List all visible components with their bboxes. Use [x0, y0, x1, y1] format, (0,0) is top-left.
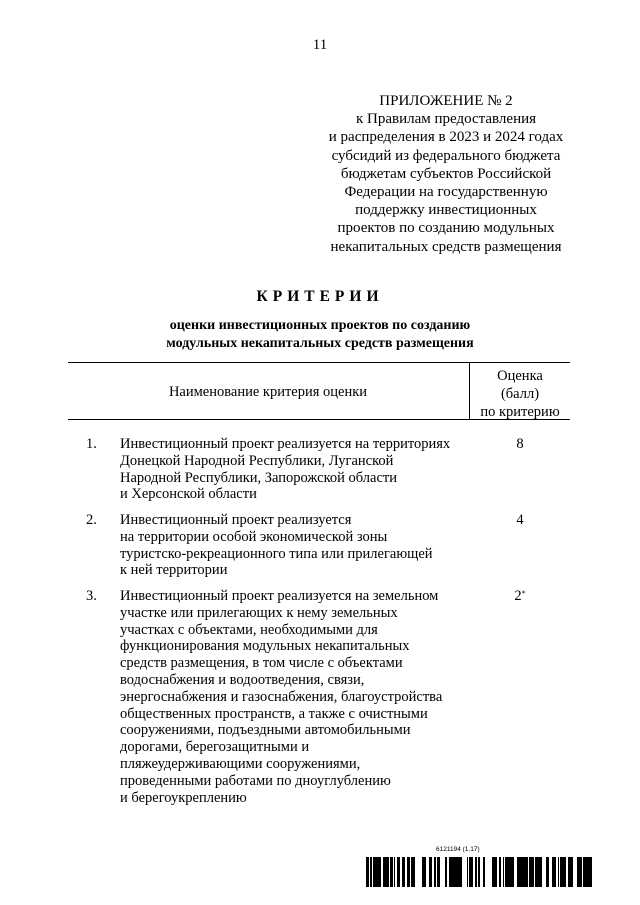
criterion-line: Народной Республики, Запорожской области	[120, 469, 398, 486]
barcode-bar	[580, 857, 581, 887]
barcode-bar	[380, 857, 381, 887]
barcode-bar	[453, 857, 454, 887]
barcode-bar	[411, 857, 412, 887]
barcode-bar	[507, 857, 509, 887]
barcode-bar	[503, 857, 504, 887]
barcode-bar	[449, 857, 451, 887]
criterion-line: участках с объектами, необходимыми для	[120, 621, 378, 638]
barcode-bar	[533, 857, 534, 887]
barcode-bar	[425, 857, 426, 887]
criterion-score	[470, 588, 570, 605]
score-header-line: по критерию	[480, 404, 560, 420]
barcode-bar	[471, 857, 472, 887]
barcode-bar	[540, 857, 542, 887]
table-top-rule	[68, 362, 570, 363]
criterion-line: Инвестиционный проект реализуется на территориях	[120, 436, 451, 452]
barcode-bar	[387, 857, 389, 887]
barcode-bar	[378, 857, 380, 887]
document-subtitle	[0, 317, 640, 353]
barcode-bar	[397, 857, 398, 887]
barcode-bar	[404, 857, 405, 887]
barcode-bar	[409, 857, 410, 887]
barcode-bar	[458, 857, 460, 887]
barcode-bar	[583, 857, 585, 887]
barcode-bar	[439, 857, 440, 887]
barcode-bar	[452, 857, 453, 887]
criterion-line: участке или прилегающих к нему земельных	[120, 604, 398, 621]
appendix-title: ПРИЛОЖЕНИЕ № 2	[379, 93, 513, 109]
barcode-bar	[461, 857, 462, 887]
score-header-line: Оценка	[497, 368, 543, 384]
barcode-bar	[391, 857, 393, 887]
barcode-bar	[527, 857, 528, 887]
barcode-bar	[568, 857, 570, 887]
barcode-bar	[585, 857, 587, 887]
subtitle-line: оценки инвестиционных проектов по созданию	[169, 318, 471, 333]
criterion-line: Инвестиционный проект реализуется на земельном	[120, 588, 439, 604]
subtitle-line: модульных некапитальных средств размещения	[166, 336, 474, 351]
barcode-bar	[521, 857, 522, 887]
barcode-bar	[370, 857, 372, 887]
barcode-bar	[554, 857, 556, 887]
barcode-bar	[469, 857, 470, 887]
barcode-bar	[424, 857, 425, 887]
barcode-bar	[422, 857, 424, 887]
criterion-line: дорогами, берегозащитными и	[120, 739, 310, 756]
barcode-bar	[403, 857, 404, 887]
barcode-bar	[475, 857, 477, 887]
barcode-bar	[445, 857, 446, 887]
barcode-bar	[407, 857, 409, 887]
barcode-bar	[373, 857, 375, 887]
criterion-line: средств размещения, в том числе с объектами	[120, 655, 403, 672]
barcode-bar	[553, 857, 554, 887]
barcode-bar	[366, 857, 367, 887]
criterion-line: туристско-рекреационного типа или прилегающей	[120, 545, 433, 562]
barcode-bar	[509, 857, 510, 887]
criterion-line: Донецкой Народной Республики, Луганской	[120, 452, 394, 469]
barcode-bar	[522, 857, 524, 887]
barcode-bar	[412, 857, 413, 887]
barcode-bar	[524, 857, 525, 887]
criterion-text	[120, 588, 470, 806]
score-value: 8	[516, 436, 524, 452]
barcode-bar	[457, 857, 458, 887]
barcode-bar	[368, 857, 369, 887]
barcode-bar	[519, 857, 521, 887]
criterion-line: Инвестиционный проект реализуется	[120, 512, 352, 528]
barcode-bar	[402, 857, 403, 887]
barcode-bar	[539, 857, 540, 887]
score-value: 4	[516, 512, 524, 528]
barcode-bar	[535, 857, 537, 887]
barcode-bar	[529, 857, 530, 887]
column-header-name: Наименование критерия оценки	[168, 384, 368, 400]
page-number: 11	[312, 37, 328, 53]
barcode-bar	[384, 857, 386, 887]
row-number: 3.	[86, 588, 97, 604]
barcode-bar	[386, 857, 387, 887]
barcode-bar	[470, 857, 471, 887]
barcode-bar	[530, 857, 532, 887]
barcode-bar	[537, 857, 539, 887]
barcode-bar	[478, 857, 480, 887]
appendix-line: к Правилам предоставления	[355, 111, 537, 128]
criterion-line: энергоснабжения и газоснабжения, благоустройства	[120, 688, 443, 705]
barcode-bar	[552, 857, 553, 887]
document-title: КРИТЕРИИ	[256, 288, 384, 305]
score-value: 2	[514, 588, 522, 604]
criterion-score	[470, 512, 570, 529]
barcode-bar	[451, 857, 452, 887]
barcode-bar	[367, 857, 368, 887]
barcode-bar	[492, 857, 493, 887]
barcode-bar	[581, 857, 582, 887]
barcode-bar	[510, 857, 511, 887]
barcode-bar	[460, 857, 461, 887]
appendix-line: бюджетам субъектов Российской	[340, 165, 552, 182]
criterion-line: функционирования модульных некапитальных	[120, 638, 410, 655]
barcode-bar	[434, 857, 436, 887]
appendix-line: поддержку инвестиционных	[355, 202, 537, 219]
appendix-heading	[300, 92, 592, 256]
appendix-line: субсидий из федерального бюджета	[331, 147, 561, 164]
barcode-bar	[570, 857, 572, 887]
barcode-bar	[513, 857, 514, 887]
barcode-bar	[375, 857, 376, 887]
barcode-bar	[562, 857, 563, 887]
criterion-line: к ней территории	[120, 562, 228, 579]
barcode-bar	[577, 857, 578, 887]
barcode-bar	[505, 857, 507, 887]
criterion-text	[120, 512, 470, 579]
barcode-bar	[532, 857, 533, 887]
barcode-bar	[548, 857, 549, 887]
barcode-bar	[394, 857, 395, 887]
criterion-line: на территории особой экономической зоны	[120, 528, 388, 545]
barcode-bar	[587, 857, 588, 887]
barcode-bar	[455, 857, 457, 887]
criterion-line: и берегоукреплению	[120, 789, 247, 806]
barcode-bar	[525, 857, 526, 887]
barcode-bar	[390, 857, 391, 887]
barcode-bar	[565, 857, 566, 887]
appendix-line: проектов по созданию модульных	[337, 220, 555, 237]
barcode-bar	[572, 857, 573, 887]
barcode-label: 6121194 (1.17)	[436, 846, 480, 853]
barcode-bar	[499, 857, 501, 887]
criterion-score	[470, 436, 570, 453]
barcode-bar	[517, 857, 519, 887]
criterion-line: проведенными работами по дноуглублению	[120, 772, 391, 789]
barcode-bar	[413, 857, 415, 887]
column-header-score	[470, 367, 570, 421]
barcode-bar	[558, 857, 559, 887]
criterion-text	[120, 436, 470, 503]
row-number: 1.	[86, 436, 97, 452]
barcode-bar	[560, 857, 562, 887]
barcode-bar	[398, 857, 400, 887]
barcode-bar	[429, 857, 430, 887]
barcode-bar	[563, 857, 565, 887]
criterion-line: пляжеудерживающими сооружениями,	[120, 755, 361, 772]
barcode-bar	[590, 857, 592, 887]
criterion-line: водоснабжения и водоотведения, связи,	[120, 671, 365, 688]
barcode-bar	[446, 857, 447, 887]
score-header-line: (балл)	[500, 386, 540, 402]
appendix-line: Федерации на государственную	[344, 184, 548, 201]
criterion-line: общественных пространств, а также с очистными	[120, 705, 428, 722]
barcode-bar	[383, 857, 384, 887]
row-number: 2.	[86, 512, 97, 528]
barcode-bar	[578, 857, 580, 887]
appendix-line: и распределения в 2023 и 2024 годах	[328, 129, 564, 146]
barcode-bar	[472, 857, 473, 887]
barcode-bar	[437, 857, 439, 887]
barcode-bar	[493, 857, 495, 887]
barcode-bar	[589, 857, 590, 887]
footnote-marker: *	[521, 589, 526, 598]
barcode-bar	[588, 857, 589, 887]
barcode-bar	[467, 857, 468, 887]
barcode-bar	[483, 857, 485, 887]
barcode	[366, 857, 592, 887]
criterion-line: и Херсонской области	[120, 486, 257, 503]
barcode-bar	[454, 857, 455, 887]
appendix-line: некапитальных средств размещения	[330, 238, 562, 255]
barcode-bar	[430, 857, 432, 887]
barcode-bar	[511, 857, 513, 887]
barcode-bar	[546, 857, 548, 887]
barcode-bar	[495, 857, 497, 887]
barcode-bar	[376, 857, 378, 887]
criterion-line: сооружениями, подъездными автомобильными	[120, 722, 411, 739]
barcode-bar	[526, 857, 527, 887]
